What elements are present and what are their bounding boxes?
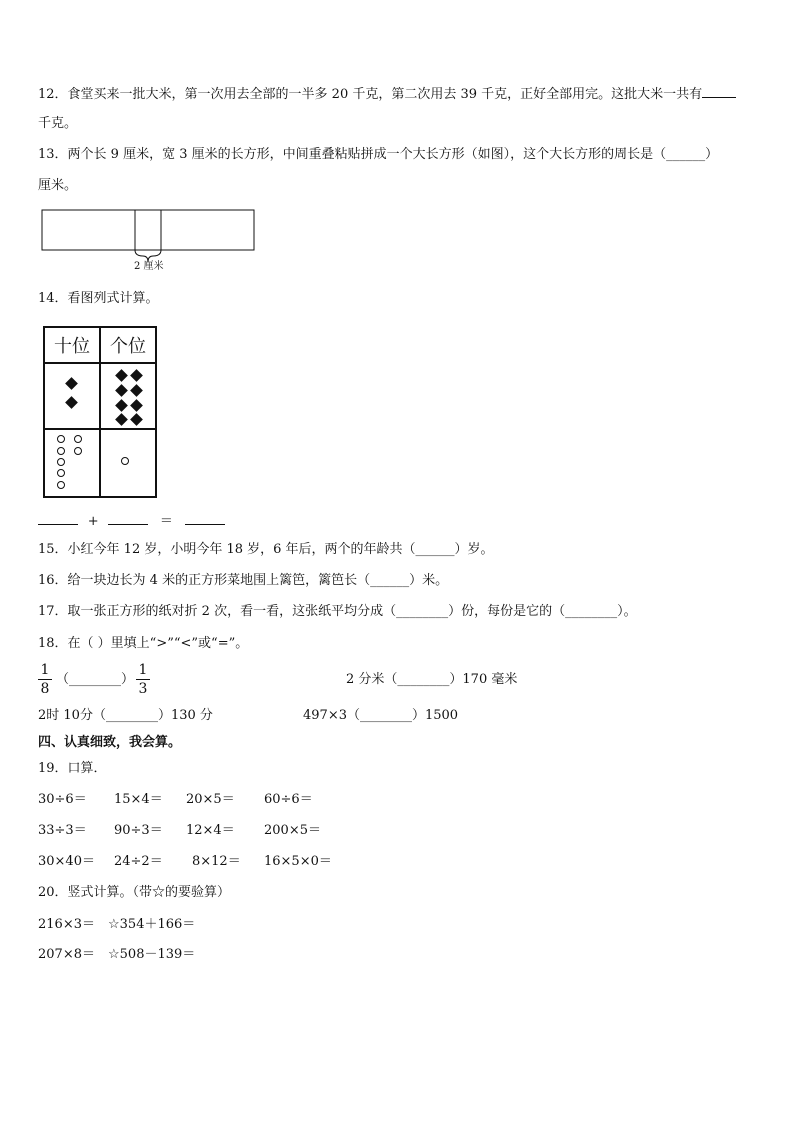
q14-equation: + ＝ [38,511,225,531]
q12-line1: 12．食堂买来一批大米，第一次用去全部的一半多 20 千克，第二次用去 39 千克，正好全部用完。这批大米一共有 [38,84,736,104]
q13-figure-label: 2 厘米 [134,261,164,272]
oral-calc: 24÷2＝ [114,854,163,869]
tens-bottom-cell [44,429,100,497]
solid-dot [130,384,143,397]
hollow-dot [74,435,82,443]
vertical-calc: 207×8＝ [38,947,95,962]
oral-calc: 30÷6＝ [38,792,87,807]
q13-line2: 厘米。 [38,178,78,193]
vertical-calc: ☆508－139＝ [108,947,196,962]
solid-dot [115,384,128,397]
place-value-table [43,326,157,498]
tens-header: 十位 [44,327,100,363]
q15-text: 15．小红今年 12 岁，小明今年 18 岁，6 年后，两个的年龄共（______）岁。 [38,542,494,557]
solid-dot [130,369,143,382]
q18-item4: 497×3（________）1500 [303,708,459,723]
hollow-dot [57,458,65,466]
vertical-calc: ☆354＋166＝ [108,917,196,932]
solid-dot [130,413,143,426]
ones-bottom-cell [100,429,156,497]
q13-line1: 13．两个长 9 厘米，宽 3 厘米的长方形，中间重叠粘贴拼成一个大长方形（如图），这个大长方形的周长是（______） [38,147,719,162]
q12-answer-blank[interactable] [702,84,736,98]
solid-dot [115,399,128,412]
q17-text: 17．取一张正方形的纸对折 2 次，看一看，这张纸平均分成（________）份，每份是它的（________）。 [38,604,637,619]
q18-text: 18．在（ ）里填上“>”“<”或“=”。 [38,636,249,651]
ones-header: 个位 [100,327,156,363]
vertical-calc: 216×3＝ [38,917,95,932]
oral-calc: 20×5＝ [186,792,235,807]
hollow-dot [57,447,65,455]
tens-top-cell [44,363,100,429]
solid-dot [65,396,78,409]
oral-calc: 8×12＝ [192,854,241,869]
fraction-one-third: $\frac{1}{3}$ [136,661,150,698]
oral-calc: 30×40＝ [38,854,95,869]
hollow-dot [57,469,65,477]
q14-text: 14．看图列式计算。 [38,291,159,306]
q14-blank-1[interactable] [38,511,78,525]
q20-text: 20．竖式计算。（带☆的要验算） [38,885,231,900]
solid-dot [115,369,128,382]
q18-frac-blank: （________） [56,672,135,687]
oral-calc: 15×4＝ [114,792,163,807]
q18-item2: 2 分米（________）170 毫米 [346,672,518,687]
q12-line2: 千克。 [38,116,78,131]
hollow-dot [57,481,65,489]
solid-dot [65,377,78,390]
fraction-one-eighth: $\frac{1}{8}$ [38,661,52,698]
q18-item3: 2时 10分（________）130 分 [38,708,213,723]
section-4-heading: 四、认真细致，我会算。 [38,735,182,750]
oral-calc: 12×4＝ [186,823,235,838]
oral-calc: 60÷6＝ [264,792,313,807]
solid-dot [130,399,143,412]
oral-calc: 90÷3＝ [114,823,163,838]
solid-dot [115,413,128,426]
q14-blank-3[interactable] [185,511,225,525]
hollow-dot [57,435,65,443]
hollow-dot [121,457,129,465]
hollow-dot [74,447,82,455]
q16-text: 16．给一块边长为 4 米的正方形菜地围上篱笆，篱笆长（______）米。 [38,573,449,588]
oral-calc: 33÷3＝ [38,823,87,838]
ones-top-cell [100,363,156,429]
oral-calc: 16×5×0＝ [264,854,332,869]
oral-calc: 200×5＝ [264,823,321,838]
q19-text: 19．口算． [38,761,107,776]
q14-blank-2[interactable] [108,511,148,525]
